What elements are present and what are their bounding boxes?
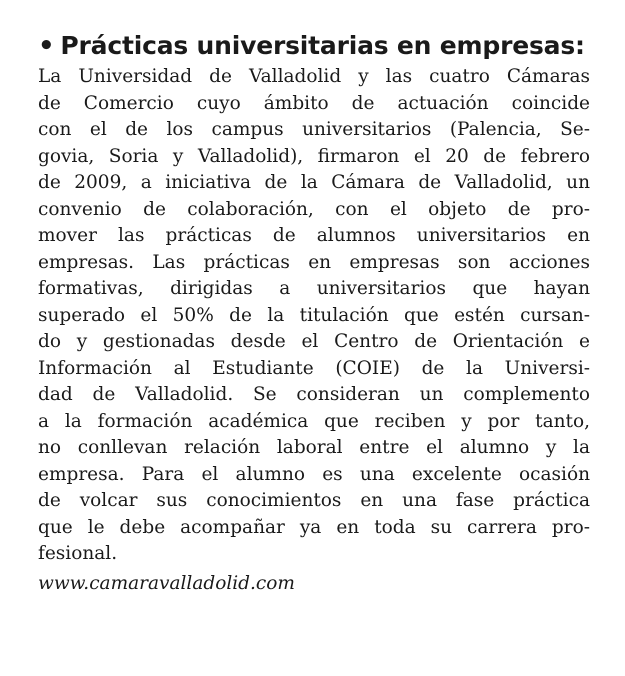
body-line: mover las prácticas de alumnos universitarios en bbox=[38, 225, 590, 246]
bullet-icon: • bbox=[38, 31, 55, 61]
heading-text: Prácticas universitarias en empresas: bbox=[60, 31, 585, 60]
article-heading bbox=[38, 28, 590, 64]
body-line: convenio de colaboración, con el objeto de pro- bbox=[38, 198, 590, 220]
body-line: La Universidad de Valladolid y las cuatro Cámaras bbox=[38, 66, 590, 87]
body-line: Información al Estudiante (COIE) de la Universi- bbox=[38, 357, 590, 379]
body-line: do y gestionadas desde el Centro de Orientación e bbox=[38, 331, 590, 352]
body-line-last: fesional. bbox=[38, 543, 118, 564]
body-line: no conllevan relación laboral entre el alumno y la bbox=[38, 437, 590, 458]
body-line: dad de Valladolid. Se consideran un complemento bbox=[38, 384, 590, 405]
body-line: a la formación académica que reciben y por tanto, bbox=[38, 410, 590, 432]
body-line: de 2009, a iniciativa de la Cámara de Valladolid, un bbox=[38, 172, 590, 193]
body-line: superado el 50% de la titulación que estén cursan- bbox=[38, 304, 590, 326]
body-line: govia, Soria y Valladolid), firmaron el 20 de febrero bbox=[38, 145, 590, 167]
body-line: formativas, dirigidas a universitarios que hayan bbox=[38, 278, 590, 299]
body-line: que le debe acompañar ya en toda su carrera pro- bbox=[38, 516, 590, 538]
website-url: www.camaravalladolid.com bbox=[38, 572, 295, 594]
body-line: empresa. Para el alumno es una excelente ocasión bbox=[38, 463, 590, 485]
article-body bbox=[38, 64, 590, 568]
body-line: empresas. Las prácticas en empresas son acciones bbox=[38, 251, 590, 273]
article-block bbox=[38, 28, 590, 598]
body-line: de volcar sus conocimientos en una fase práctica bbox=[38, 490, 590, 511]
body-line: de Comercio cuyo ámbito de actuación coincide bbox=[38, 92, 590, 114]
body-line: con el de los campus universitarios (Palencia, Se- bbox=[38, 119, 590, 140]
